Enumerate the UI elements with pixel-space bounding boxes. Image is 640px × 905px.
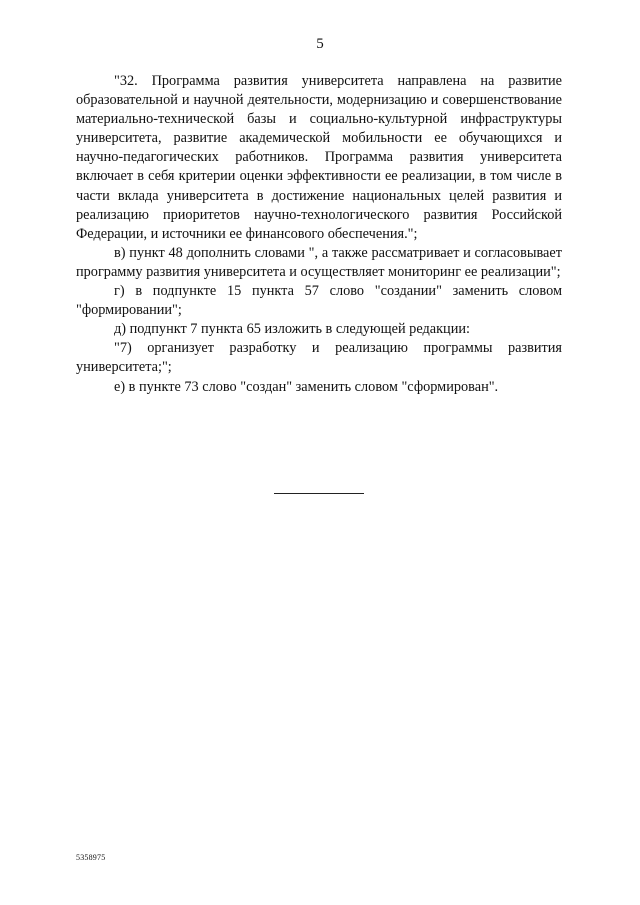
end-separator-line bbox=[274, 493, 364, 494]
document-code: 5358975 bbox=[76, 853, 106, 862]
page-number: 5 bbox=[316, 36, 324, 52]
paragraph-quoted-item-7: "7) организует разработку и реализацию программы развития университета;"; bbox=[76, 340, 562, 376]
paragraph-subitem-d: д) подпункт 7 пункта 65 изложить в следующей редакции: bbox=[114, 321, 470, 338]
paragraph-item-32: "32. Программа развития университета направлена на развитие образовательной и научной деятельности, модернизацию и совершенствование материально-технической базы и социально-культурной инфраструктуры университета, развитие академической мобильности ее обучающихся и научно-педагогических работников. Программа развития университета включает в себя критерии оценки эффективности ее реализации, в том числе в части вклада университета в достижение национальных целей развития и реализацию приоритетов научно-технологического развития Российской Федерации, и источники ее финансового обеспечения."; bbox=[76, 73, 562, 242]
paragraph-subitem-v: в) пункт 48 дополнить словами ", а также рассматривает и согласовывает программу развития университета и осуществляет мониторинг ее реализации"; bbox=[76, 244, 562, 280]
paragraph-subitem-g: г) в подпункте 15 пункта 57 слово "создании" заменить словом "формировании"; bbox=[76, 283, 562, 319]
document-body bbox=[76, 72, 562, 397]
paragraph-subitem-e: е) в пункте 73 слово "создан" заменить словом "сформирован". bbox=[114, 378, 499, 395]
